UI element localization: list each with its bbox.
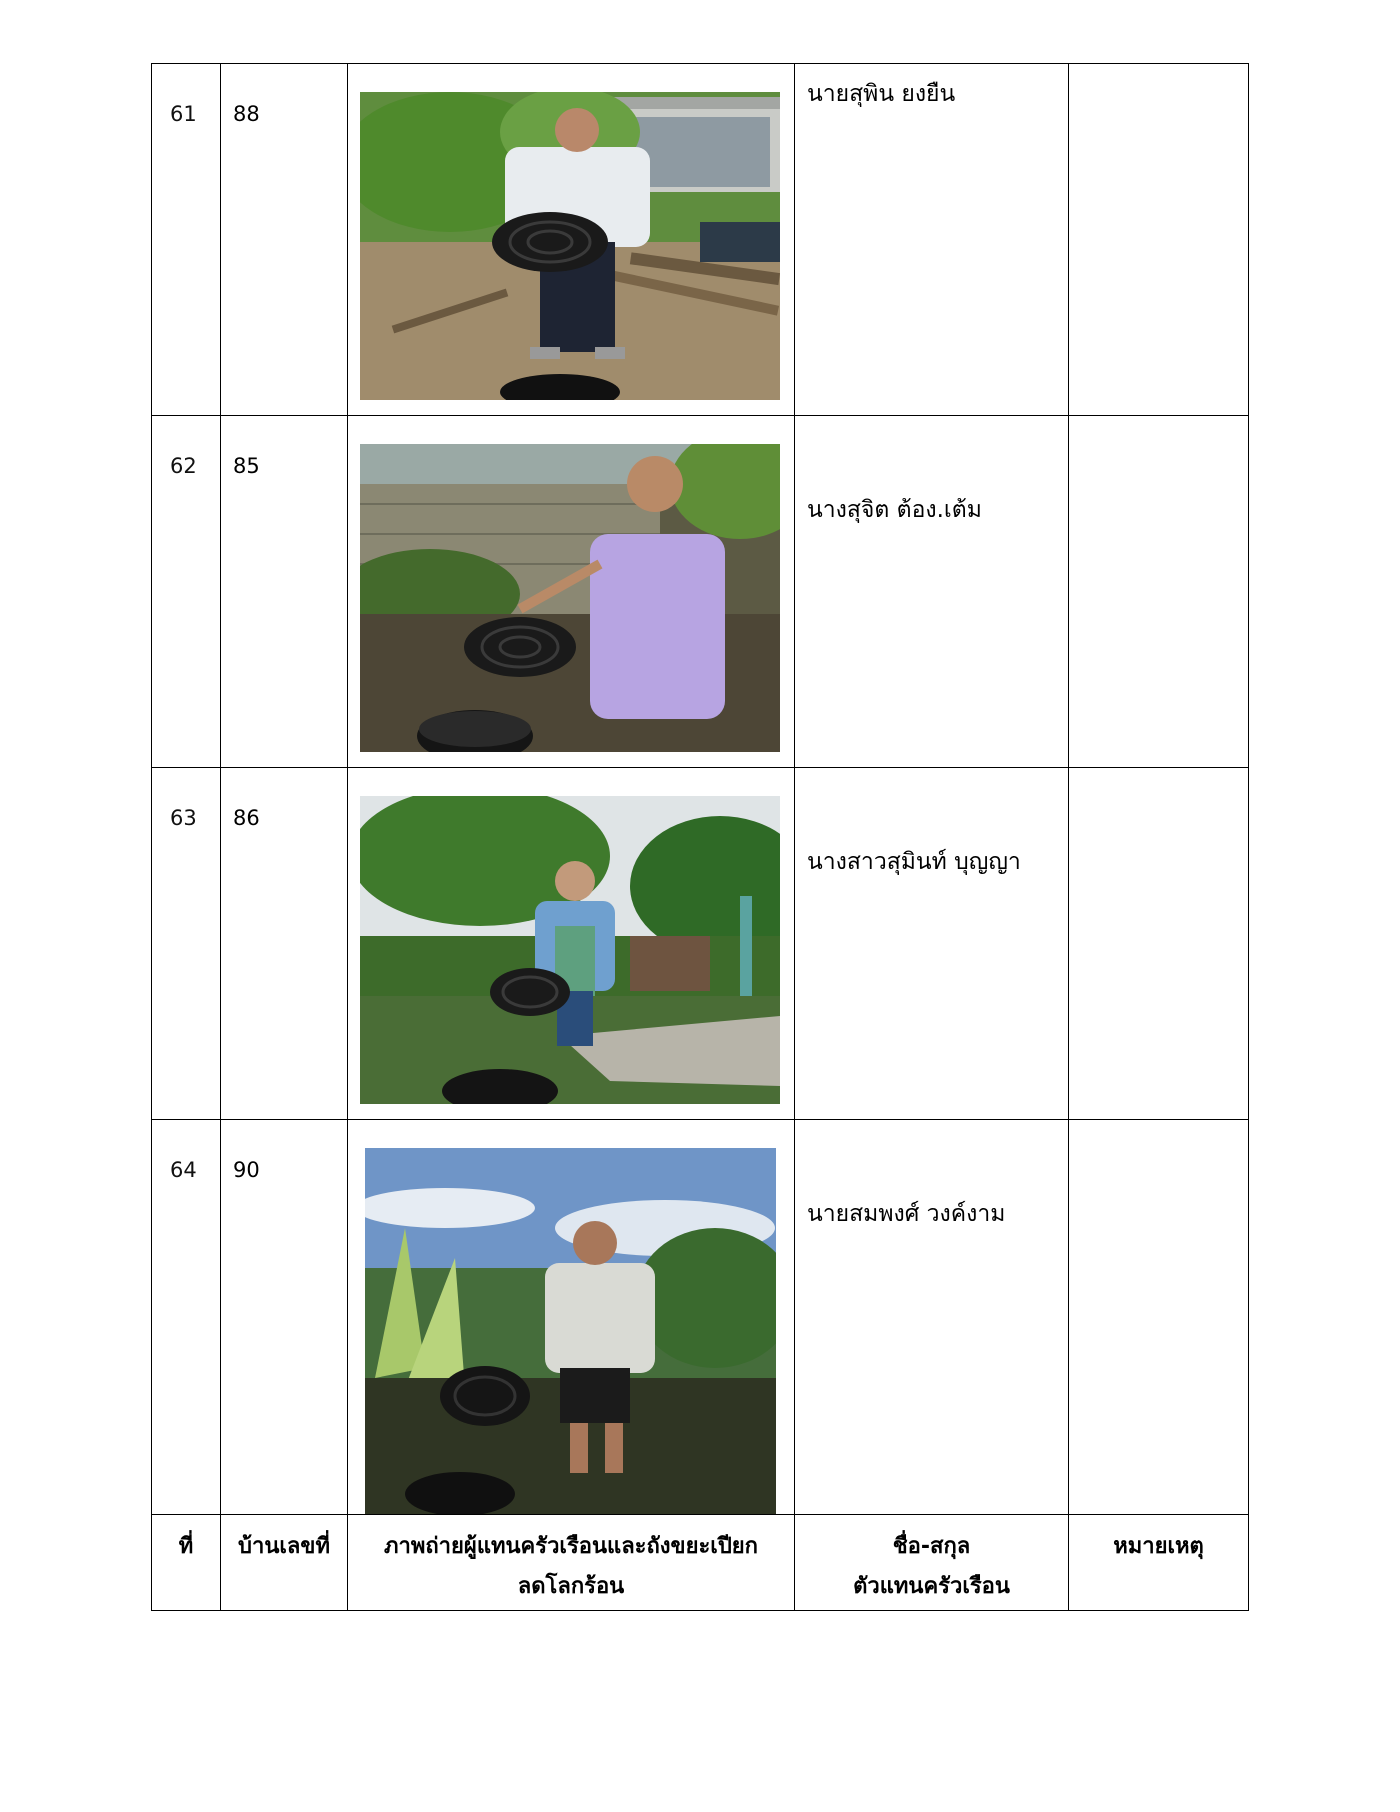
row-number: 62 [170,454,197,478]
header-photo [348,1515,794,1607]
note-cell [1069,768,1249,1120]
header-cell-name [795,1515,1069,1611]
header-photo-line2: ลดโลกร้อน [517,1574,625,1599]
household-representative-name: นายสุพิน ยงยืน [807,81,956,107]
household-photo [360,92,780,400]
table-row [152,64,1249,416]
name-cell [795,416,1069,768]
photo-cell [348,64,795,416]
header-name-line2: ตัวแทนครัวเรือน [853,1574,1010,1599]
header-cell-note [1069,1515,1249,1611]
photo-cell [348,768,795,1120]
house-number-cell [221,416,348,768]
header-house-no: บ้านเลขที่ [238,1534,330,1559]
name-cell [795,768,1069,1120]
row-number-cell [152,1120,221,1515]
row-number-cell [152,64,221,416]
header-photo-line1: ภาพถ่ายผู้แทนครัวเรือนและถังขยะเปียก [384,1534,758,1559]
header-note: หมายเหตุ [1113,1534,1204,1559]
house-number: 88 [233,102,260,126]
house-number-cell [221,1120,348,1515]
table-row [152,1120,1249,1515]
household-representative-name: นางสาวสุมินท์ บุญญา [807,849,1021,875]
header-cell-house-no [221,1515,348,1611]
row-number: 63 [170,806,197,830]
header-no: ที่ [178,1534,194,1559]
note-cell [1069,64,1249,416]
household-representative-name: นางสุจิต ต้อง.เต้ม [807,497,982,523]
header-name [795,1515,1068,1607]
house-number-cell [221,768,348,1120]
household-photo [360,796,780,1104]
note-text [1069,768,1248,780]
name-cell [795,1120,1069,1515]
note-cell [1069,416,1249,768]
household-representative-name: นายสมพงศ์ วงค์งาม [807,1201,1006,1227]
note-text [1069,416,1248,428]
table-header-row [152,1515,1249,1611]
note-text [1069,1120,1248,1132]
row-number: 64 [170,1158,197,1182]
row-number: 61 [170,102,197,126]
note-cell [1069,1120,1249,1515]
house-number: 86 [233,806,260,830]
house-number: 85 [233,454,260,478]
header-cell-photo [348,1515,795,1611]
header-name-line1: ชื่อ-สกุล [892,1534,971,1559]
house-number-cell [221,64,348,416]
photo-cell [348,1120,795,1515]
row-number-cell [152,768,221,1120]
row-number-cell [152,416,221,768]
household-photo [360,444,780,752]
header-cell-no [152,1515,221,1611]
table-row [152,416,1249,768]
table-row [152,768,1249,1120]
note-text [1069,64,1248,76]
household-photo [365,1148,776,1514]
name-cell [795,64,1069,416]
photo-cell [348,416,795,768]
household-table [151,63,1249,1611]
house-number: 90 [233,1158,260,1182]
